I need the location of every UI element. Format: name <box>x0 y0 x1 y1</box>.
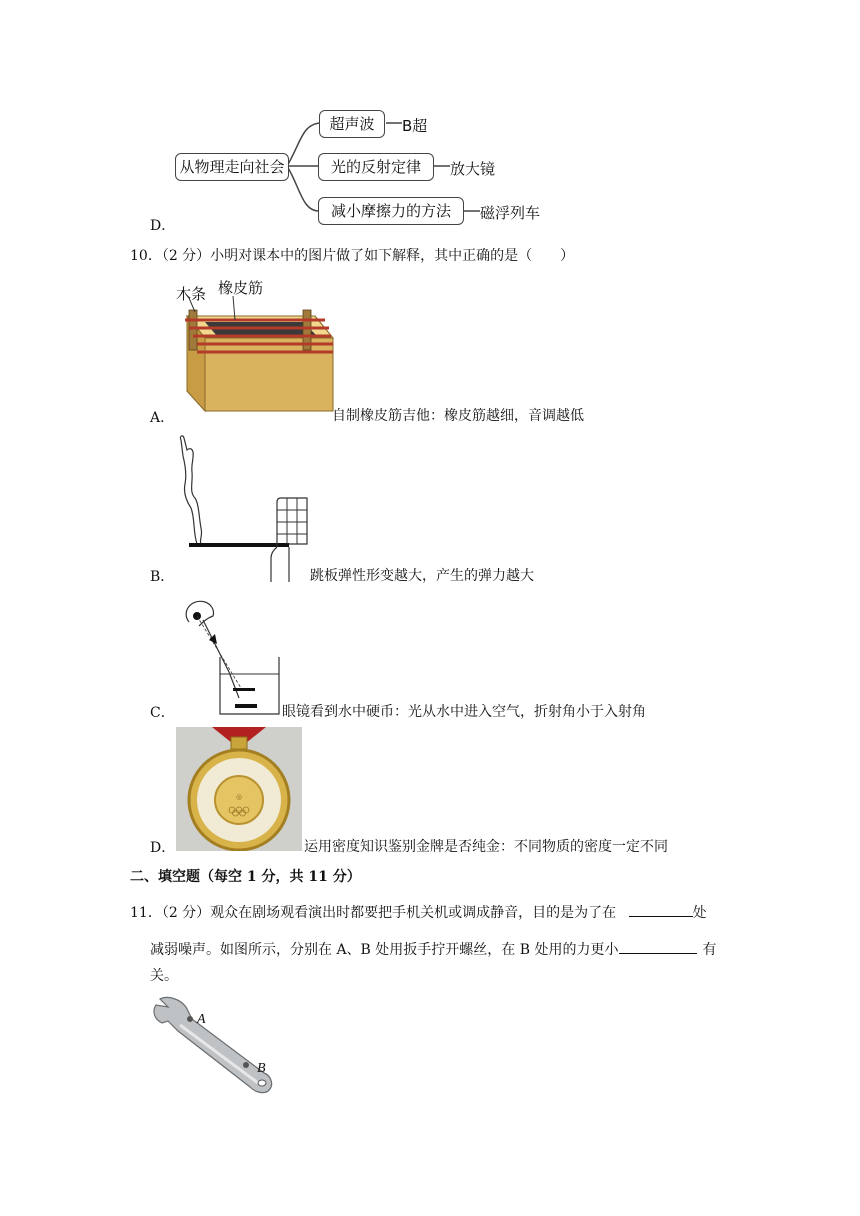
option-text: 眼镜看到水中硬币：光从水中进入空气，折射角小于入射角 <box>282 704 646 720</box>
question-11-text: 有 <box>702 942 717 958</box>
option-letter: D． <box>150 218 176 234</box>
mindmap-node-friction: 减小摩擦力的方法 <box>318 197 464 225</box>
option-text: 自制橡皮筋吉他：橡皮筋越细，音调越低 <box>332 408 584 424</box>
question-11-line2 <box>150 937 717 960</box>
option-letter: A． <box>150 410 175 426</box>
figure-label-a: A <box>197 1012 206 1027</box>
option-letter: C． <box>150 705 175 721</box>
question-11-text: 11．（2 分）观众在剧场观看演出时都要把手机关机或调成静音，目的是为了在 <box>130 905 617 921</box>
question-11-text: 减弱噪声。如图所示，分别在 A、B 处用扳手拧开螺丝，在 B 处用的力更小 <box>150 942 619 958</box>
mindmap-leaf-maglev: 磁浮列车 <box>480 204 541 222</box>
question-11-text: 处 <box>692 905 707 921</box>
answer-blank-2[interactable] <box>619 937 697 954</box>
mindmap-root: 从物理走向社会 <box>175 153 289 181</box>
figure-label-rubber-band: 橡皮筋 <box>218 279 264 297</box>
wrench-figure <box>150 995 280 1105</box>
svg-text:◎: ◎ <box>235 793 243 801</box>
coin-in-water-figure <box>175 592 285 717</box>
answer-blank-1[interactable] <box>629 900 693 917</box>
mindmap-node-ultrasound: 超声波 <box>319 110 385 138</box>
section-heading: 二、填空题（每空 1 分，共 11 分） <box>130 869 361 885</box>
mindmap-leaf-magnifier: 放大镜 <box>450 160 496 178</box>
option-letter: D． <box>150 840 176 856</box>
option-letter: B． <box>150 569 175 585</box>
diving-board-figure <box>175 432 315 582</box>
figure-label-b: B <box>257 1061 266 1076</box>
gold-medal-photo <box>176 727 302 851</box>
mindmap-node-reflection: 光的反射定律 <box>318 153 434 181</box>
question-10-stem: 10．（2 分）小明对课本中的图片做了如下解释，其中正确的是（ ） <box>130 248 575 264</box>
option-text: 运用密度知识鉴别金牌是否纯金：不同物质的密度一定不同 <box>304 839 668 855</box>
figure-label-wood-stick: 木条 <box>176 285 207 303</box>
mindmap-leaf-b-ultrasound: B超 <box>402 117 428 135</box>
question-11-line3: 关。 <box>150 968 178 984</box>
question-11-line1 <box>130 900 707 923</box>
option-text: 跳板弹性形变越大，产生的弹力越大 <box>310 568 534 584</box>
